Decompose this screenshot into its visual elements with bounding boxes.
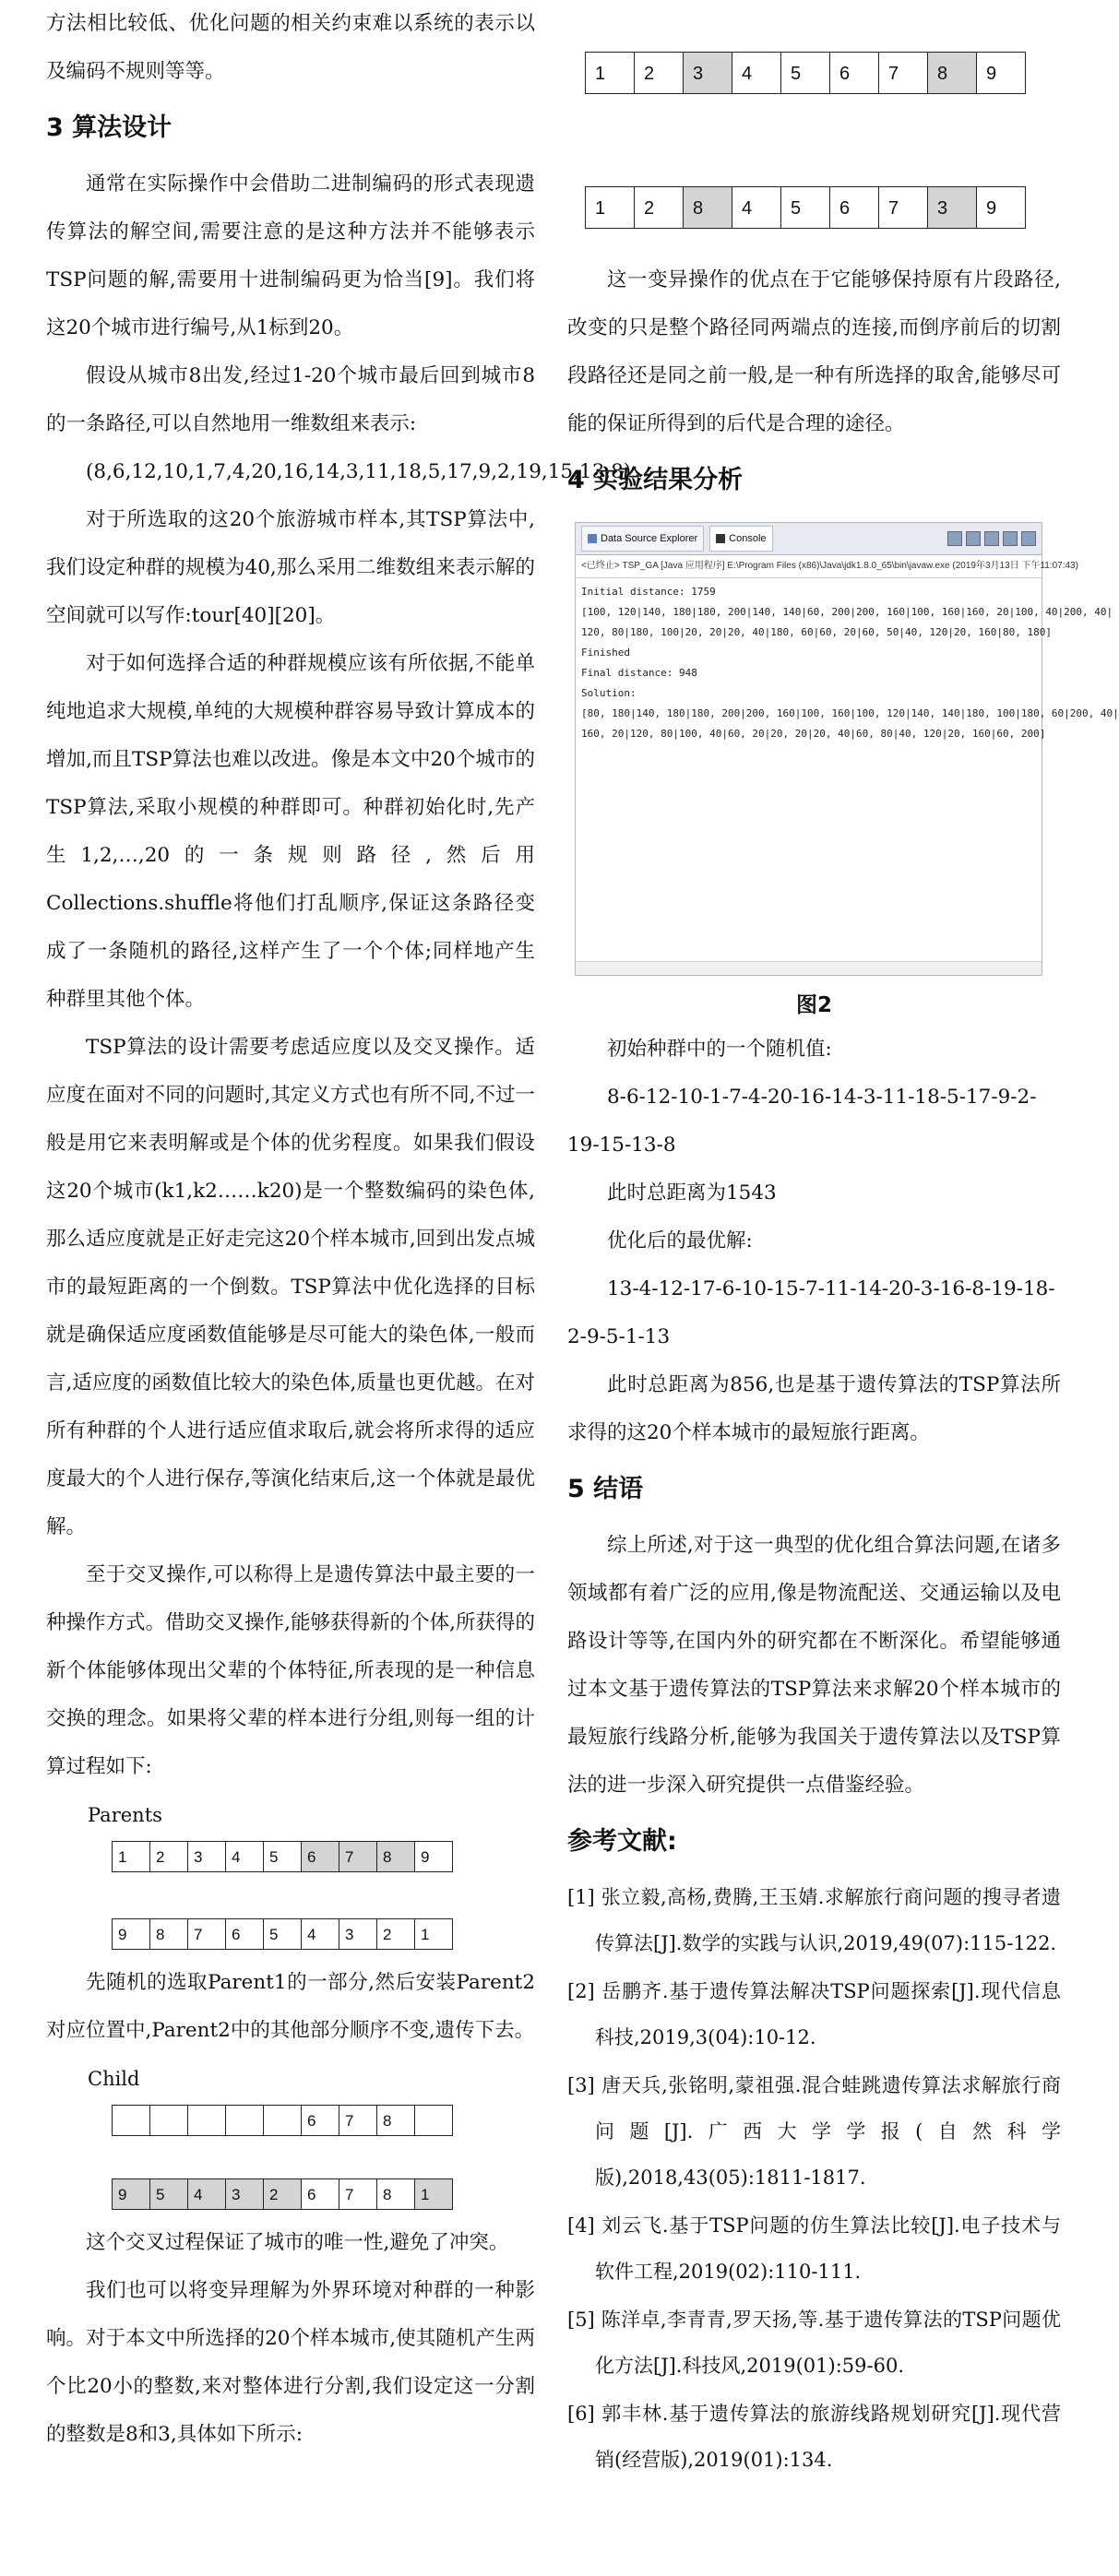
paragraph: 对于所选取的这20个旅游城市样本,其TSP算法中,我们设定种群的规模为40,那么采用二维数组来表示解的空间就可以写作:tour[40][20]。 bbox=[46, 508, 535, 627]
paragraph: 假设从城市8出发,经过1-20个城市最后回到城市8的一条路径,可以自然地用一维数组来表示: bbox=[46, 364, 535, 435]
section-heading-conclusion: 5 结语 bbox=[567, 1475, 644, 1503]
console-screenshot bbox=[575, 522, 1119, 976]
gene-cell: 2 bbox=[376, 1918, 415, 1950]
parent2-grid bbox=[113, 1918, 535, 1950]
gene-cell: 9 bbox=[112, 1918, 150, 1950]
console-toolbar bbox=[947, 531, 1042, 546]
mutation-before-grid bbox=[586, 52, 1061, 94]
gene-cell: 6 bbox=[829, 52, 879, 94]
gene-cell: 9 bbox=[976, 52, 1026, 94]
gene-cell: 9 bbox=[414, 1841, 453, 1872]
gene-cell: 6 bbox=[301, 2178, 339, 2210]
console-line: [80, 180|140, 180|180, 200|200, 160|100, 160|100, 120|140, 140|180, 100|180, 60|200, 40| bbox=[581, 707, 1119, 719]
gene-cell: 6 bbox=[829, 186, 879, 229]
scroll-lock-icon[interactable] bbox=[1003, 531, 1018, 546]
child-label: Child bbox=[88, 2068, 140, 2090]
paragraph: TSP算法的设计需要考虑适应度以及交叉操作。适应度在面对不同的问题时,其定义方式也有所不同,不过一般是用它来表明解或是个体的优劣程度。如果我们假设这20个城市(k1,k2……k20)是一个整数编码的染色体,那么适应度就是正好走完这20个样本城市,回到出发点城市的最短距离的一个倒数。TSP算法中优化选择的目标就是确保适应度函数值能够是尽可能大的染色体,一般而言,适应度的函数值比较大的染色体,质量也更优越。在对所有种群的个人进行适应值求取后,就会将所求得的适应度最大的个人进行保存,等演化结束后,这一个体就是最优解。 bbox=[46, 1036, 535, 1538]
gene-cell bbox=[263, 2105, 302, 2136]
gene-cell: 8 bbox=[376, 2105, 415, 2136]
paragraph: 这个交叉过程保证了城市的唯一性,避免了冲突。 bbox=[86, 2231, 509, 2254]
gene-cell: 7 bbox=[878, 186, 928, 229]
gene-cell: 2 bbox=[634, 186, 684, 229]
gene-cell: 1 bbox=[585, 52, 635, 94]
gene-cell: 4 bbox=[732, 52, 781, 94]
figure-caption: 图2 bbox=[795, 993, 832, 1017]
child1-grid bbox=[113, 2105, 535, 2136]
path-sequence: (8,6,12,10,1,7,4,20,16,14,3,11,18,5,17,9,2,19,15,13,8) bbox=[86, 460, 632, 483]
paragraph: 综上所述,对于这一典型的优化组合算法问题,在诸多领域都有着广泛的应用,像是物流配送、交通运输以及电路设计等等,在国内外的研究都在不断深化。希望能够通过本文基于遗传算法的TSP算法来求解20个样本城市的最短旅行线路分析,能够为我国关于遗传算法以及TSP算法的进一步深入研究提供一点借鉴经验。 bbox=[567, 1534, 1061, 1797]
gene-cell-selected: 8 bbox=[376, 1841, 415, 1872]
gene-cell: 1 bbox=[585, 186, 635, 229]
section-heading-algorithm: 3 算法设计 bbox=[46, 113, 173, 142]
mutation-after-grid bbox=[586, 186, 1061, 229]
gene-cell: 8 bbox=[376, 2178, 415, 2210]
reference-item: [4] 刘云飞.基于TSP问题的仿生算法比较[J].电子技术与软件工程,2019(02):110-111. bbox=[567, 2214, 1061, 2283]
gene-cell-selected: 6 bbox=[301, 1841, 339, 1872]
gene-cell-inherited: 1 bbox=[414, 2178, 453, 2210]
gene-cell-inherited: 3 bbox=[225, 2178, 264, 2210]
gene-cell-cut: 3 bbox=[683, 52, 732, 94]
console-line: Finished bbox=[581, 647, 630, 659]
console-output bbox=[576, 578, 1119, 748]
gene-cell: 2 bbox=[634, 52, 684, 94]
gene-cell: 8 bbox=[149, 1918, 188, 1950]
gene-cell: 1 bbox=[112, 1841, 150, 1872]
paragraph: 至于交叉操作,可以称得上是遗传算法中最主要的一种操作方式。借助交叉操作,能够获得新的个体,所获得的新个体能够体现出父辈的个体特征,所表现的是一种信息交换的理念。如果将父辈的样本进行分组,则每一组的计算过程如下: bbox=[46, 1563, 535, 1778]
database-icon bbox=[588, 534, 597, 543]
gene-cell: 4 bbox=[732, 186, 781, 229]
gene-cell: 3 bbox=[187, 1841, 226, 1872]
reference-item: [6] 郭丰林.基于遗传算法的旅游线路规划研究[J].现代营销(经营版),2019(01):134. bbox=[567, 2403, 1061, 2471]
console-line: [100, 120|140, 180|180, 200|140, 140|60, 200|200, 160|100, 160|160, 20|100, 40|200, 40| bbox=[581, 606, 1113, 618]
tab-console[interactable]: Console bbox=[709, 526, 772, 552]
references-title: 参考文献: bbox=[567, 1827, 677, 1856]
intro-tail: 方法相比较低、优化问题的相关约束难以系统的表示以及编码不规则等等。 bbox=[46, 12, 535, 83]
gene-cell bbox=[149, 2105, 188, 2136]
gene-cell: 5 bbox=[263, 1918, 302, 1950]
gene-cell: 4 bbox=[225, 1841, 264, 1872]
horizontal-scrollbar[interactable] bbox=[576, 961, 1042, 975]
paragraph: 这一变异操作的优点在于它能够保持原有片段路径,改变的只是整个路径同两端点的连接,而倒序前后的切割段路径还是同之前一般,是一种有所选择的取舍,能够尽可能的保证所得到的后代是合理的途径。 bbox=[567, 268, 1061, 435]
paragraph: 优化后的最优解: bbox=[607, 1229, 753, 1252]
gene-cell-cut: 8 bbox=[683, 186, 732, 229]
gene-cell bbox=[414, 2105, 453, 2136]
optimal-sequence: 13-4-12-17-6-10-15-7-11-14-20-3-16-8-19-18-2-9-5-1-13 bbox=[567, 1277, 1055, 1348]
gene-cell: 5 bbox=[263, 1841, 302, 1872]
parent1-grid bbox=[113, 1841, 535, 1872]
gene-cell: 3 bbox=[339, 1918, 377, 1950]
initial-sequence: 8-6-12-10-1-7-4-20-16-14-3-11-18-5-17-9-2-19-15-13-8 bbox=[567, 1086, 1037, 1157]
gene-cell-inherited: 4 bbox=[187, 2178, 226, 2210]
gene-cell: 7 bbox=[187, 1918, 226, 1950]
gene-cell-inherited: 2 bbox=[263, 2178, 302, 2210]
gene-cell bbox=[225, 2105, 264, 2136]
close-icon[interactable] bbox=[947, 531, 962, 546]
gene-cell: 9 bbox=[976, 186, 1026, 229]
gene-cell: 1 bbox=[414, 1918, 453, 1950]
reference-item: [2] 岳鹏齐.基于遗传算法解决TSP问题探索[J].现代信息科技,2019,3(04):10-12. bbox=[567, 1980, 1061, 2048]
console-line: Solution: bbox=[581, 687, 637, 699]
gene-cell: 6 bbox=[301, 2105, 339, 2136]
gene-cell: 5 bbox=[780, 186, 830, 229]
paragraph: 先随机的选取Parent1的一部分,然后安装Parent2对应位置中,Parent2中的其他部分顺序不变,遗传下去。 bbox=[46, 1971, 535, 2042]
console-icon bbox=[716, 534, 725, 543]
console-line: 120, 80|180, 100|20, 20|20, 40|180, 60|60, 20|60, 50|40, 120|20, 160|80, 180] bbox=[581, 626, 1052, 638]
gene-cell-cut: 3 bbox=[927, 186, 977, 229]
clear-icon[interactable] bbox=[984, 531, 999, 546]
console-line: Initial distance: 1759 bbox=[581, 586, 716, 598]
tab-data-source-explorer[interactable]: Data Source Explorer bbox=[581, 526, 704, 552]
gene-cell: 5 bbox=[780, 52, 830, 94]
paragraph: 初始种群中的一个随机值: bbox=[607, 1038, 832, 1061]
ide-tab-bar bbox=[576, 523, 1042, 555]
reference-item: [3] 唐天兵,张铭明,蒙祖强.混合蛙跳遗传算法求解旅行商问题[J].广西大学学报(自然科学版),2018,43(05):1811-1817. bbox=[567, 2074, 1061, 2189]
console-path: <已终止> TSP_GA [Java 应用程序] E:\Program Files (x86)\Java\jdk1.8.0_65\bin\javaw.exe (2019年3月13日 下午11:07:43) bbox=[576, 555, 1042, 578]
paragraph: 对于如何选择合适的种群规模应该有所依据,不能单纯地追求大规模,单纯的大规模种群容易导致计算成本的增加,而且TSP算法也难以改进。像是本文中20个城市的TSP算法,采取小规模的种群即可。种群初始化时,先产生1,2,…,20的一条规则路径,然后用Collections.shuffle将他们打乱顺序,保证这条路径变成了一条随机的路径,这样产生了一个个体;同样地产生种群里其他个体。 bbox=[46, 652, 535, 1011]
paragraph: 此时总距离为1543 bbox=[607, 1181, 777, 1205]
display-icon[interactable] bbox=[1021, 531, 1036, 546]
gene-cell: 7 bbox=[878, 52, 928, 94]
pin-icon[interactable] bbox=[966, 531, 981, 546]
parents-label: Parents bbox=[88, 1804, 162, 1826]
gene-cell: 6 bbox=[225, 1918, 264, 1950]
gene-cell: 7 bbox=[339, 2178, 377, 2210]
gene-cell: 4 bbox=[301, 1918, 339, 1950]
section-heading-results: 4 实验结果分析 bbox=[567, 466, 744, 494]
gene-cell bbox=[112, 2105, 150, 2136]
paragraph: 通常在实际操作中会借助二进制编码的形式表现遗传算法的解空间,需要注意的是这种方法并不能够表示TSP问题的解,需要用十进制编码更为恰当[9]。我们将这20个城市进行编号,从1标到20。 bbox=[46, 172, 535, 339]
paragraph: 此时总距离为856,也是基于遗传算法的TSP算法所求得的这20个样本城市的最短旅行距离。 bbox=[567, 1373, 1061, 1444]
console-line: Final distance: 948 bbox=[581, 667, 697, 679]
console-line: 160, 20|120, 80|100, 40|60, 20|20, 20|20, 40|60, 80|40, 120|20, 160|60, 200] bbox=[581, 728, 1046, 740]
gene-cell-inherited: 9 bbox=[112, 2178, 150, 2210]
right-column bbox=[567, 0, 1119, 2485]
gene-cell-cut: 8 bbox=[927, 52, 977, 94]
reference-item: [1] 张立毅,高杨,费腾,王玉婧.求解旅行商问题的搜寻者遗传算法[J].数学的实践与认识,2019,49(07):115-122. bbox=[567, 1886, 1061, 1954]
gene-cell-inherited: 5 bbox=[149, 2178, 188, 2210]
gene-cell: 2 bbox=[149, 1841, 188, 1872]
paragraph: 我们也可以将变异理解为外界环境对种群的一种影响。对于本文中所选择的20个样本城市,使其随机产生两个比20小的整数,来对整体进行分割,我们设定这一分割的整数是8和3,具体如下所示: bbox=[46, 2279, 535, 2446]
gene-cell bbox=[187, 2105, 226, 2136]
reference-item: [5] 陈洋卓,李青青,罗天扬,等.基于遗传算法的TSP问题优化方法[J].科技风,2019(01):59-60. bbox=[567, 2309, 1061, 2377]
child2-grid bbox=[113, 2178, 535, 2210]
gene-cell: 7 bbox=[339, 2105, 377, 2136]
gene-cell-selected: 7 bbox=[339, 1841, 377, 1872]
